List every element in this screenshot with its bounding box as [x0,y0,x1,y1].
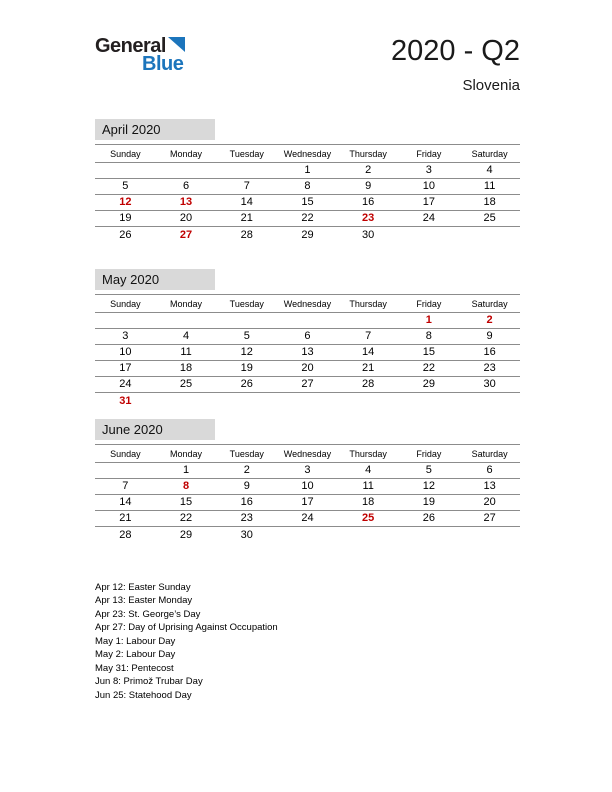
date-cell: 19 [95,210,156,226]
date-cell: 8 [399,328,460,344]
week-row [95,392,520,408]
date-cell [95,162,156,178]
date-cell: 17 [95,360,156,376]
region-label: Slovenia [462,76,520,94]
date-cell: 21 [216,210,277,226]
date-cell: 14 [95,494,156,510]
date-cell: 6 [459,462,520,478]
date-cell: 7 [95,478,156,494]
months-container [95,119,520,569]
date-cell: 13 [277,344,338,360]
date-cell: 28 [240,228,253,241]
month-april [95,119,520,269]
date-cell: 11 [459,178,520,194]
date-cell: 3 [95,328,156,344]
weekday-header: Monday [156,144,217,162]
page-header [95,36,520,94]
date-cell: 4 [156,328,217,344]
holiday-date-cell: 27 [179,228,193,241]
date-cell: 10 [399,178,460,194]
holiday-item: May 2: Labour Day [95,649,176,661]
holiday-item: Apr 12: Easter Sunday [95,581,191,593]
date-cell: 3 [399,162,460,178]
weekday-header-row [95,294,520,312]
date-cell [459,526,520,542]
date-cell: 15 [156,494,217,510]
date-cell: 15 [399,344,460,360]
date-cell: 15 [277,194,338,210]
week-row [95,510,520,526]
week-row [95,328,520,344]
weekday-header-row [95,144,520,162]
date-cell [338,526,399,542]
date-cell [459,392,520,408]
date-cell: 14 [216,194,277,210]
weekday-header: Sunday [95,444,156,462]
holiday-list [95,581,520,703]
holiday-date-cell: 2 [459,312,520,328]
date-cell [95,462,156,478]
week-row [95,344,520,360]
holiday-item: May 1: Labour Day [95,635,176,647]
weekday-header: Thursday [338,144,399,162]
date-cell: 9 [459,328,520,344]
date-cell: 11 [156,344,217,360]
holiday-date-cell: 23 [338,210,399,226]
date-cell: 13 [459,478,520,494]
holiday-item: Apr 27: Day of Uprising Against Occupation [95,622,278,634]
weekday-header: Wednesday [277,444,338,462]
date-cell: 27 [277,376,338,392]
week-row [95,210,520,226]
week-row [95,494,520,510]
date-cell: 5 [399,462,460,478]
date-cell: 29 [301,228,314,241]
date-cell: 19 [399,494,460,510]
date-cell: 6 [156,178,217,194]
month-table-april [95,144,520,243]
date-cell: 8 [277,178,338,194]
date-cell: 23 [216,510,277,526]
date-cell: 28 [338,376,399,392]
date-cell: 16 [338,194,399,210]
date-cell [156,312,217,328]
month-table-june [95,444,520,543]
date-cell: 24 [95,376,156,392]
holiday-date-cell: 31 [119,394,132,407]
month-june [95,419,520,569]
date-cell: 26 [119,228,132,241]
weekday-header: Thursday [338,444,399,462]
holiday-item: Apr 13: Easter Monday [95,595,193,607]
date-cell [95,312,156,328]
week-row [95,478,520,494]
holiday-date-cell: 1 [399,312,460,328]
holiday-date-cell: 25 [338,510,399,526]
weekday-header-row [95,444,520,462]
date-cell [216,392,277,408]
month-may [95,269,520,419]
weekday-header: Thursday [338,294,399,312]
date-cell: 2 [216,462,277,478]
week-row [95,360,520,376]
date-cell: 6 [277,328,338,344]
holiday-item: Jun 25: Statehood Day [95,689,192,701]
week-row [95,312,520,328]
date-cell: 1 [277,162,338,178]
date-cell [156,392,217,408]
date-cell: 2 [338,162,399,178]
date-cell [399,392,460,408]
date-cell [216,162,277,178]
date-cell: 29 [179,528,193,541]
date-cell: 4 [338,462,399,478]
date-cell: 7 [338,328,399,344]
date-cell: 20 [459,494,520,510]
date-cell: 24 [277,510,338,526]
week-row [95,226,520,242]
holiday-date-cell: 12 [95,194,156,210]
date-cell: 14 [338,344,399,360]
date-cell: 16 [459,344,520,360]
date-cell: 10 [95,344,156,360]
date-cell: 30 [362,228,375,241]
date-cell: 28 [119,528,132,541]
weekday-header: Friday [399,294,460,312]
date-cell: 18 [459,194,520,210]
date-cell: 26 [399,510,460,526]
weekday-header: Saturday [459,444,520,462]
date-cell: 25 [156,376,217,392]
weekday-header: Wednesday [277,144,338,162]
date-cell: 9 [216,478,277,494]
weekday-header: Wednesday [277,294,338,312]
weekday-header: Tuesday [216,294,277,312]
date-cell: 18 [156,360,217,376]
date-cell: 5 [95,178,156,194]
week-row [95,462,520,478]
date-cell: 22 [156,510,217,526]
date-cell: 27 [459,510,520,526]
week-row [95,194,520,210]
date-cell [459,226,520,242]
date-cell: 30 [240,528,253,541]
week-row [95,376,520,392]
date-cell [156,162,217,178]
weekday-header: Friday [399,444,460,462]
date-cell: 20 [156,210,217,226]
date-cell: 24 [399,210,460,226]
date-cell: 7 [216,178,277,194]
weekday-header: Saturday [459,294,520,312]
date-cell: 4 [459,162,520,178]
holiday-item: Apr 23: St. George’s Day [95,608,201,620]
weekday-header: Tuesday [216,144,277,162]
date-cell: 19 [216,360,277,376]
date-cell: 16 [216,494,277,510]
date-cell: 22 [277,210,338,226]
weekday-header: Monday [156,444,217,462]
weekday-header: Sunday [95,144,156,162]
date-cell: 29 [399,376,460,392]
date-cell [277,312,338,328]
date-cell: 30 [459,376,520,392]
weekday-header: Sunday [95,294,156,312]
weekday-header: Tuesday [216,444,277,462]
holiday-date-cell: 13 [156,194,217,210]
weekday-header: Monday [156,294,217,312]
date-cell: 11 [338,478,399,494]
month-title: April 2020 [95,119,215,140]
holiday-date-cell: 8 [156,478,217,494]
weekday-header: Friday [399,144,460,162]
date-cell: 26 [216,376,277,392]
date-cell [338,392,399,408]
date-cell: 18 [338,494,399,510]
holiday-item: May 31: Pentecost [95,662,174,674]
date-cell: 17 [277,494,338,510]
general-blue-logo [95,36,185,74]
date-cell: 21 [95,510,156,526]
date-cell: 23 [459,360,520,376]
month-title: May 2020 [95,269,215,290]
month-table-may [95,294,520,409]
date-cell [338,312,399,328]
date-cell [216,312,277,328]
date-cell [399,526,460,542]
date-cell [399,226,460,242]
date-cell [277,526,338,542]
month-title: June 2020 [95,419,215,440]
quarter-title: 2020 - Q2 [391,35,520,67]
logo-text-general: General [95,35,166,57]
date-cell: 12 [399,478,460,494]
holiday-item: Jun 8: Primož Trubar Day [95,676,203,688]
week-row [95,526,520,542]
weekday-header: Saturday [459,144,520,162]
date-cell: 1 [156,462,217,478]
title-block [391,36,520,94]
date-cell: 21 [338,360,399,376]
date-cell: 5 [216,328,277,344]
date-cell: 9 [338,178,399,194]
logo-text-blue: Blue [142,53,184,75]
date-cell: 12 [216,344,277,360]
date-cell: 20 [277,360,338,376]
date-cell [277,392,338,408]
date-cell: 3 [277,462,338,478]
week-row [95,178,520,194]
date-cell: 25 [459,210,520,226]
date-cell: 17 [399,194,460,210]
week-row [95,162,520,178]
date-cell: 22 [399,360,460,376]
date-cell: 10 [277,478,338,494]
